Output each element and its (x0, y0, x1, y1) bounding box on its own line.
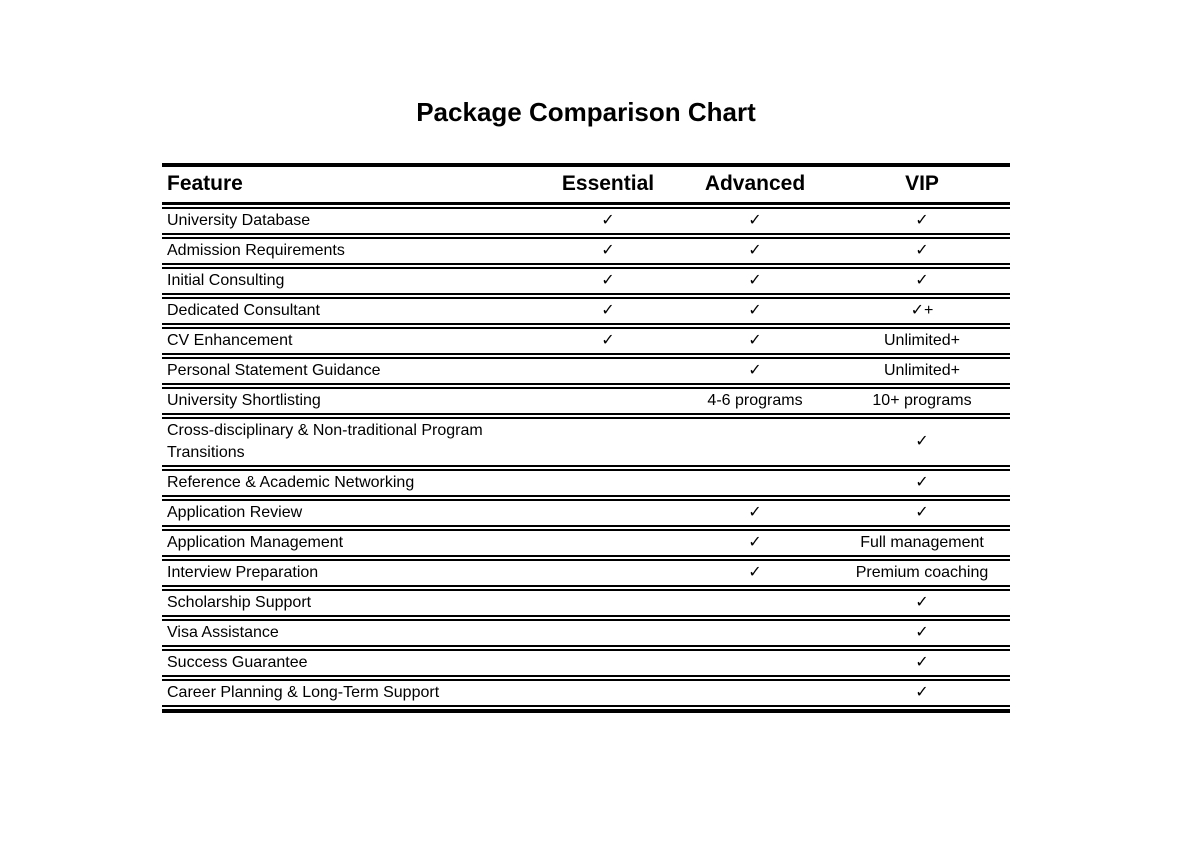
essential-cell (540, 387, 676, 415)
table-row (162, 237, 1010, 265)
table-row (162, 297, 1010, 325)
column-header-feature: Feature (162, 169, 540, 205)
table-row (162, 649, 1010, 677)
advanced-cell: ✓ (676, 559, 834, 587)
feature-cell: Initial Consulting (162, 267, 540, 295)
feature-cell: Visa Assistance (162, 619, 540, 647)
feature-cell: Interview Preparation (162, 559, 540, 587)
vip-cell: Premium coaching (834, 559, 1010, 587)
feature-cell: Application Management (162, 529, 540, 557)
essential-cell (540, 499, 676, 527)
package-comparison-table (162, 163, 1010, 713)
vip-cell: ✓+ (834, 297, 1010, 325)
advanced-cell: ✓ (676, 297, 834, 325)
advanced-cell: ✓ (676, 267, 834, 295)
vip-cell: ✓ (834, 207, 1010, 235)
vip-cell: ✓ (834, 499, 1010, 527)
advanced-cell: ✓ (676, 529, 834, 557)
header-row (162, 169, 1010, 205)
table-row (162, 499, 1010, 527)
table-body (162, 207, 1010, 707)
essential-cell: ✓ (540, 297, 676, 325)
table-row (162, 559, 1010, 587)
vip-cell: ✓ (834, 619, 1010, 647)
feature-cell: Application Review (162, 499, 540, 527)
feature-cell: CV Enhancement (162, 327, 540, 355)
essential-cell: ✓ (540, 267, 676, 295)
vip-cell: ✓ (834, 589, 1010, 617)
advanced-cell: ✓ (676, 357, 834, 385)
feature-cell: Success Guarantee (162, 649, 540, 677)
table-row (162, 469, 1010, 497)
feature-cell: University Database (162, 207, 540, 235)
feature-cell: Scholarship Support (162, 589, 540, 617)
vip-cell: ✓ (834, 237, 1010, 265)
essential-cell (540, 649, 676, 677)
advanced-cell: ✓ (676, 327, 834, 355)
advanced-cell: ✓ (676, 237, 834, 265)
feature-cell: Admission Requirements (162, 237, 540, 265)
advanced-cell (676, 417, 834, 467)
table-row (162, 387, 1010, 415)
table-row (162, 589, 1010, 617)
vip-cell: ✓ (834, 267, 1010, 295)
essential-cell (540, 357, 676, 385)
table-row (162, 357, 1010, 385)
vip-cell: ✓ (834, 469, 1010, 497)
vip-cell: ✓ (834, 417, 1010, 467)
table-row (162, 679, 1010, 707)
feature-cell: Reference & Academic Networking (162, 469, 540, 497)
essential-cell (540, 529, 676, 557)
table-row (162, 267, 1010, 295)
advanced-cell: ✓ (676, 207, 834, 235)
essential-cell (540, 469, 676, 497)
vip-cell: Full management (834, 529, 1010, 557)
feature-cell: Cross-disciplinary & Non-traditional Program Transitions (162, 417, 540, 467)
table-row (162, 619, 1010, 647)
vip-cell: 10+ programs (834, 387, 1010, 415)
advanced-cell (676, 619, 834, 647)
table-row (162, 529, 1010, 557)
advanced-cell: 4-6 programs (676, 387, 834, 415)
advanced-cell (676, 649, 834, 677)
column-header-vip: VIP (834, 169, 1010, 205)
column-header-advanced: Advanced (676, 169, 834, 205)
essential-cell: ✓ (540, 327, 676, 355)
vip-cell: Unlimited+ (834, 357, 1010, 385)
essential-cell (540, 559, 676, 587)
advanced-cell (676, 589, 834, 617)
table-header (162, 169, 1010, 205)
vip-cell: ✓ (834, 649, 1010, 677)
page-title: Package Comparison Chart (416, 97, 756, 127)
feature-cell: Personal Statement Guidance (162, 357, 540, 385)
table-row (162, 417, 1010, 467)
feature-cell: Dedicated Consultant (162, 297, 540, 325)
table-row (162, 207, 1010, 235)
essential-cell (540, 589, 676, 617)
feature-cell: Career Planning & Long-Term Support (162, 679, 540, 707)
essential-cell: ✓ (540, 207, 676, 235)
vip-cell: ✓ (834, 679, 1010, 707)
advanced-cell (676, 469, 834, 497)
vip-cell: Unlimited+ (834, 327, 1010, 355)
essential-cell (540, 679, 676, 707)
essential-cell (540, 417, 676, 467)
advanced-cell (676, 679, 834, 707)
column-header-essential: Essential (540, 169, 676, 205)
essential-cell: ✓ (540, 237, 676, 265)
advanced-cell: ✓ (676, 499, 834, 527)
feature-cell: University Shortlisting (162, 387, 540, 415)
essential-cell (540, 619, 676, 647)
table-row (162, 327, 1010, 355)
